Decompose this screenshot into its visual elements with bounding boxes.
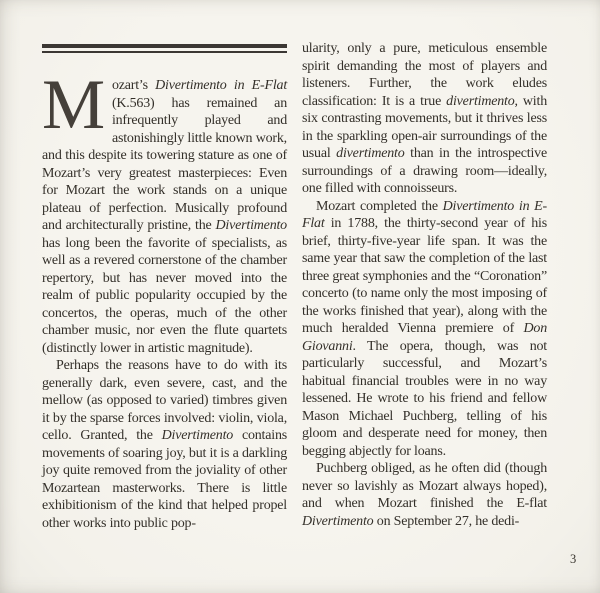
paragraph: Puchberg obliged, as he often did (though never so lavishly as Mozart always hoped), and when Mozart finished the E-flat Divertimento on September 27, he dedi- — [302, 461, 547, 529]
paragraph: Mozart completed the Divertimento in E-Flat in 1788, the thirty-second year of his brief, thirty-five-year life span. It was the same year that saw the completion of the last three great symphonies and the “Coronation” concerto (to name only the most imposing of the works finished that year), along with the much heralded Vienna premiere of Don Giovanni. The opera, though, was not particularly successful, and Mozart’s habitual financial troubles were in no way lessened. He wrote to his friend and fellow Mason Michael Puchberg, telling of his gloom and desperate need for money, then begging abjectly for loans. — [302, 198, 547, 459]
left-column — [42, 40, 287, 532]
paragraph: Mozart’s Divertimento in E-Flat (K.563) has remained an infrequently played and astonishingly little known work, and this despite its towering stature as one of Mozart’s very greatest masterpieces: Even for Mozart the work stands on a unique plateau of perfection. Musically profound and architecturally pristine, the Divertimento has long been the favorite of specialists, as well as a revered cornerstone of the chamber repertory, but has never moved into the realm of public popularity occupied by the concertos, the operas, much of the other chamber music, nor even the flute quartets (distinctly lower in artistic magnitude). — [42, 66, 288, 356]
paragraph: Perhaps the reasons have to do with its generally dark, even severe, cast, and the mellow (as opposed to varied) timbres given it by the sparse forces involved: violin, viola, cello. Granted, the Divertimento contains movements of soaring joy, but it is a darkling joy quite removed from the joviality of other Mozartean masterworks. There is little exhibitionism of the kind that helped propel other works into public pop- — [42, 358, 287, 531]
drop-cap: M — [42, 66, 105, 144]
right-column — [302, 40, 547, 532]
section-rule-thick — [42, 44, 287, 48]
page-number: 3 — [570, 552, 577, 566]
text-columns — [42, 40, 547, 532]
section-rule — [42, 44, 287, 53]
paragraph: ularity, only a pure, meticulous ensemble spirit demanding the most of players and listeners. Further, the work eludes classification: It is a true divertimento, with six contrasting movements, but it thrives less in the sparkling open-air surroundings of the usual divertimento than in the introspective surroundings of a drawing room—ideally, one filled with connoisseurs. — [302, 41, 547, 196]
section-rule-thin — [42, 51, 287, 53]
